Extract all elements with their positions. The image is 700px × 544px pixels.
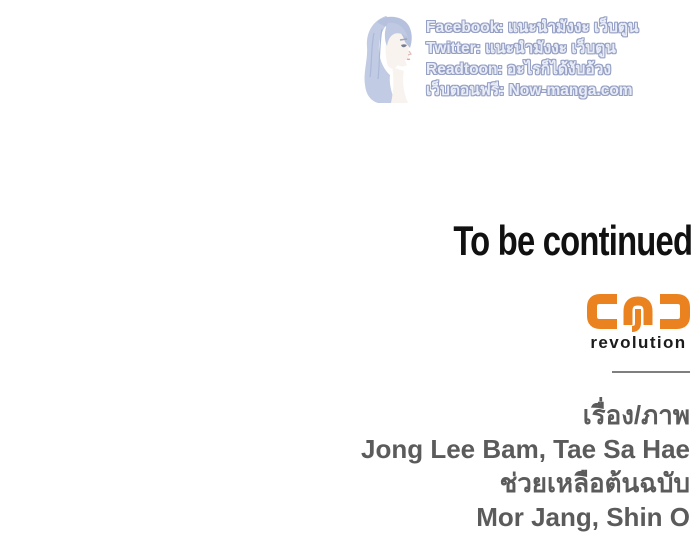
divider-line	[612, 371, 690, 373]
social-links-block	[426, 17, 694, 101]
character-avatar	[358, 13, 420, 105]
publisher-logo-subtext: revolution	[590, 333, 687, 352]
facebook-line: Facebook: แนะนำมังงะ เว็บตูน	[426, 19, 639, 36]
credit-role-story-art: เรื่อง/ภาพ	[582, 400, 690, 430]
credits-block	[361, 398, 690, 534]
credit-role-assist: ช่วยเหลือต้นฉบับ	[499, 468, 690, 498]
to-be-continued-text: To be continued	[453, 217, 692, 264]
publisher-logo	[587, 292, 690, 353]
readtoon-line: Readtoon: อะไรก็ได้งับอ้วง	[426, 61, 611, 78]
credit-assistants: Mor Jang, Shin O	[476, 502, 690, 532]
website-line: เว็บตอนฟรี: Now-manga.com	[426, 82, 633, 99]
credit-authors: Jong Lee Bam, Tae Sa Hae	[361, 434, 690, 464]
cnc-logo-icon	[587, 292, 690, 332]
twitter-line: Twitter: แนะนำมังงะ เว็บตูน	[426, 40, 616, 57]
